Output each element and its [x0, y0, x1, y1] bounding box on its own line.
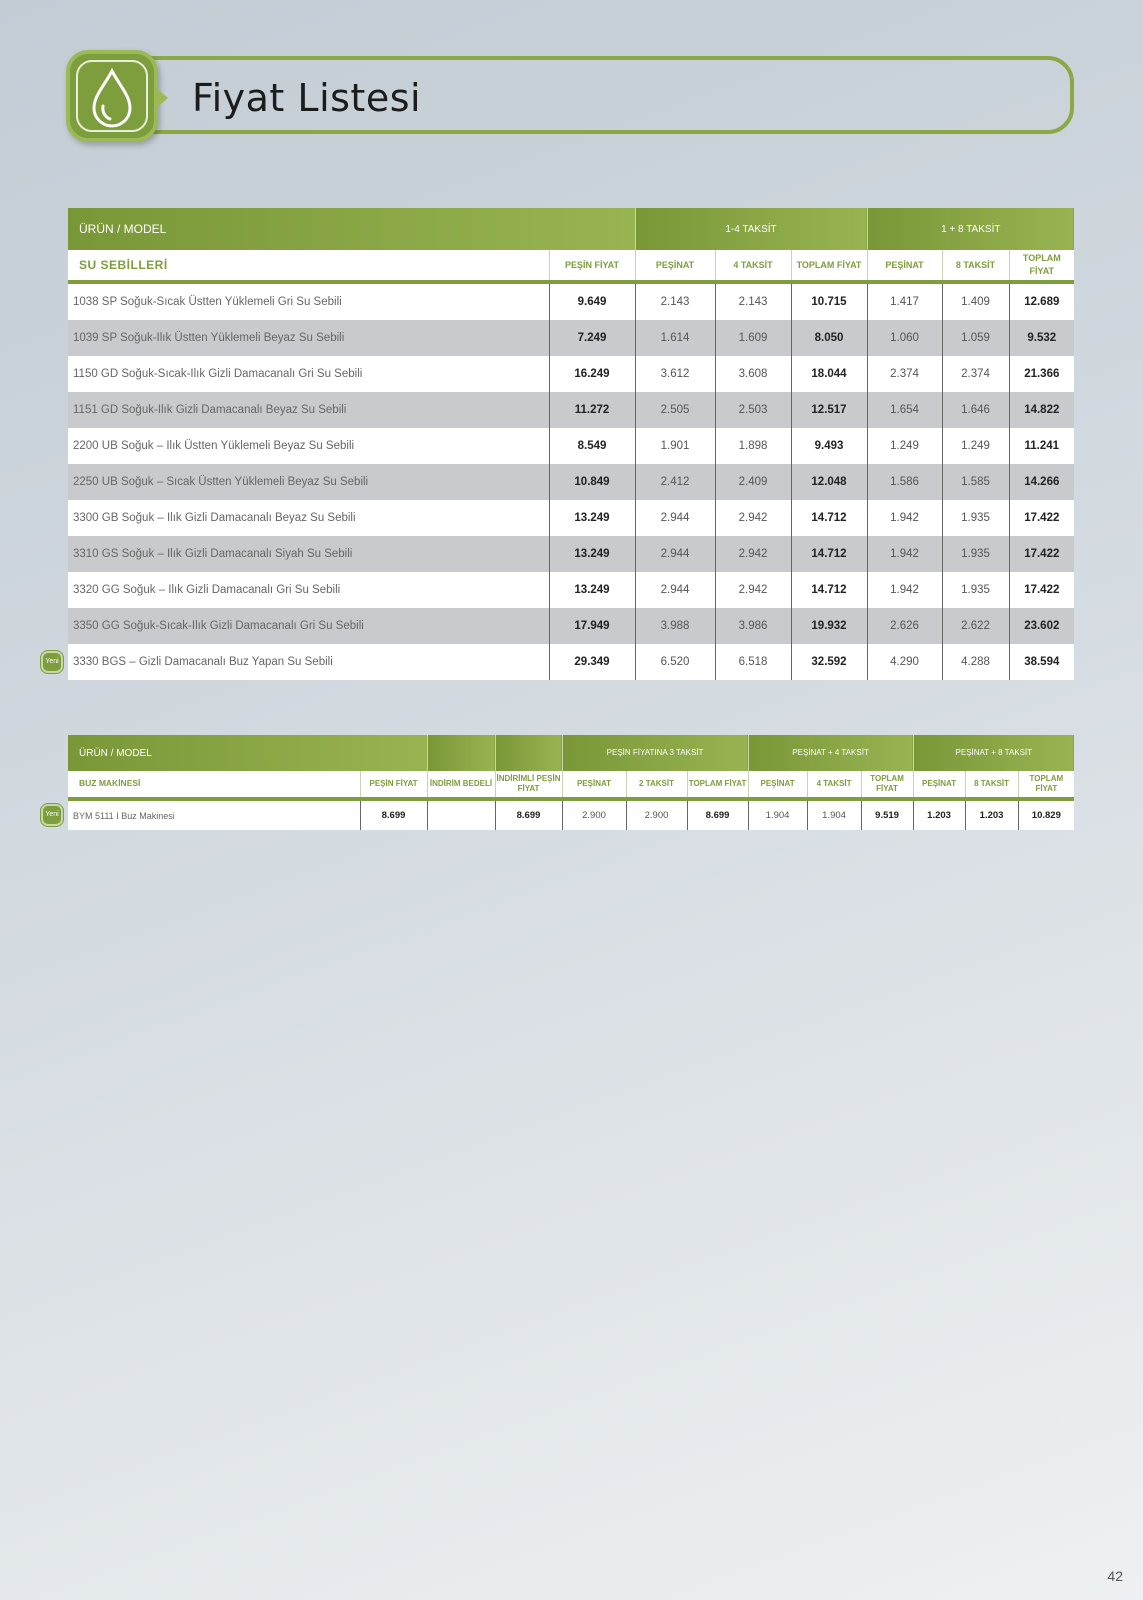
col-pesinat-3: PEŞİNAT: [562, 771, 626, 799]
price-cell: 17.949: [549, 608, 635, 644]
price-cell: 2.944: [635, 536, 715, 572]
header-urun-model: ÜRÜN / MODEL: [68, 208, 635, 250]
price-cell: 2.409: [715, 464, 791, 500]
price-cell: 17.422: [1009, 500, 1074, 536]
price-cell: 3.612: [635, 356, 715, 392]
product-name: 1150 GD Soğuk-Sıcak-Ilık Gizli Damacanalı Gri Su Sebili: [68, 356, 549, 392]
price-cell: 2.942: [715, 572, 791, 608]
title-icon-box: [66, 50, 158, 142]
category-label: BUZ MAKİNESİ: [68, 771, 360, 799]
price-cell: 11.272: [549, 392, 635, 428]
price-cell: 2.374: [867, 356, 942, 392]
col-4-taksit: 4 TAKSİT: [715, 250, 791, 282]
col-pesin-fiyat: PEŞİN FİYAT: [360, 771, 427, 799]
price-cell: 14.712: [791, 536, 867, 572]
price-cell: 10.715: [791, 282, 867, 320]
table-row: [68, 500, 1074, 536]
table-row: [68, 644, 1074, 680]
product-name: 3310 GS Soğuk – Ilık Gizli Damacanalı Siyah Su Sebili: [68, 536, 549, 572]
product-name: 3350 GG Soğuk-Sıcak-Ilık Gizli Damacanalı Gri Su Sebili: [68, 608, 549, 644]
price-cell: 4.288: [942, 644, 1009, 680]
header-empty-2: [495, 735, 562, 771]
col-8-taksit: 8 TAKSİT: [942, 250, 1009, 282]
product-name: 3320 GG Soğuk – Ilık Gizli Damacanalı Gri Su Sebili: [68, 572, 549, 608]
price-cell: 1.942: [867, 536, 942, 572]
col-toplam-fiyat-8: TOPLAM FİYAT: [1018, 771, 1074, 799]
page-title: Fiyat Listesi: [192, 76, 422, 120]
price-cell: 3.986: [715, 608, 791, 644]
price-cell: 10.849: [549, 464, 635, 500]
price-cell: 14.712: [791, 500, 867, 536]
price-cell: 8.050: [791, 320, 867, 356]
product-name: 2200 UB Soğuk – Ilık Üstten Yüklemeli Beyaz Su Sebili: [68, 428, 549, 464]
header-pesinat-4-taksit: PEŞİNAT + 4 TAKSİT: [748, 735, 913, 771]
price-cell: 2.626: [867, 608, 942, 644]
header-urun-model: ÜRÜN / MODEL: [68, 735, 427, 771]
price-cell: 4.290: [867, 644, 942, 680]
table-row: [68, 608, 1074, 644]
price-cell: 2.944: [635, 500, 715, 536]
price-cell: 2.505: [635, 392, 715, 428]
price-cell: 2.412: [635, 464, 715, 500]
price-cell: 1.935: [942, 572, 1009, 608]
price-cell: 1.904: [748, 799, 807, 830]
table-row: [68, 572, 1074, 608]
product-name: 1038 SP Soğuk-Sıcak Üstten Yüklemeli Gri Su Sebili: [68, 282, 549, 320]
price-cell: 16.249: [549, 356, 635, 392]
col-4-taksit: 4 TAKSİT: [807, 771, 861, 799]
price-cell: 2.944: [635, 572, 715, 608]
price-cell: 1.654: [867, 392, 942, 428]
price-cell: 1.609: [715, 320, 791, 356]
col-8-taksit: 8 TAKSİT: [965, 771, 1018, 799]
price-cell: 9.519: [861, 799, 913, 830]
price-cell: 2.143: [715, 282, 791, 320]
price-cell: 8.549: [549, 428, 635, 464]
price-cell: 3.988: [635, 608, 715, 644]
water-drop-icon: [90, 68, 134, 128]
product-name: 3300 GB Soğuk – Ilık Gizli Damacanalı Beyaz Su Sebili: [68, 500, 549, 536]
price-cell: 2.374: [942, 356, 1009, 392]
price-cell: 1.249: [867, 428, 942, 464]
price-cell: 2.900: [626, 799, 687, 830]
header-1-8-taksit: 1 + 8 TAKSİT: [867, 208, 1074, 250]
table-row: [68, 464, 1074, 500]
price-cell: 1.614: [635, 320, 715, 356]
price-cell: 21.366: [1009, 356, 1074, 392]
price-cell: 14.712: [791, 572, 867, 608]
new-badge: Yeni: [41, 804, 63, 826]
su-sebilleri-price-table: [68, 208, 1074, 680]
price-cell: 1.059: [942, 320, 1009, 356]
title-arrow: [156, 88, 168, 108]
col-toplam-fiyat: TOPLAM FİYAT: [791, 250, 867, 282]
price-cell: 12.689: [1009, 282, 1074, 320]
price-cell: 14.266: [1009, 464, 1074, 500]
col-toplam-fiyat-3: TOPLAM FİYAT: [687, 771, 748, 799]
table-row: [68, 428, 1074, 464]
price-cell: 1.904: [807, 799, 861, 830]
price-cell: 8.699: [495, 799, 562, 830]
col-pesin-fiyat: PEŞİN FİYAT: [549, 250, 635, 282]
price-cell: 1.942: [867, 572, 942, 608]
price-cell: 1.898: [715, 428, 791, 464]
group-header-row: [68, 208, 1074, 250]
price-cell: 13.249: [549, 500, 635, 536]
price-cell: 23.602: [1009, 608, 1074, 644]
price-cell: 18.044: [791, 356, 867, 392]
price-cell: 1.646: [942, 392, 1009, 428]
col-toplam-fiyat-4: TOPLAM FİYAT: [861, 771, 913, 799]
price-cell: 2.900: [562, 799, 626, 830]
price-cell: 1.060: [867, 320, 942, 356]
col-indirim-bedeli: İNDİRİM BEDELİ: [427, 771, 495, 799]
price-cell: 1.585: [942, 464, 1009, 500]
price-cell: 17.422: [1009, 572, 1074, 608]
price-cell: 13.249: [549, 536, 635, 572]
price-cell: 1.417: [867, 282, 942, 320]
buz-makinesi-price-table: [68, 735, 1074, 830]
price-cell: 1.942: [867, 500, 942, 536]
price-cell: 2.942: [715, 500, 791, 536]
price-cell: 1.249: [942, 428, 1009, 464]
price-cell: 32.592: [791, 644, 867, 680]
header-pesin-3-taksit: PEŞİN FİYATINA 3 TAKSİT: [562, 735, 748, 771]
price-cell: 13.249: [549, 572, 635, 608]
price-cell: 2.503: [715, 392, 791, 428]
header-empty-1: [427, 735, 495, 771]
price-cell: 1.203: [965, 799, 1018, 830]
sub-header-row: [68, 250, 1074, 282]
table-row: [68, 536, 1074, 572]
price-cell: 12.048: [791, 464, 867, 500]
price-cell: 1.586: [867, 464, 942, 500]
price-cell: 6.520: [635, 644, 715, 680]
category-label: SU SEBİLLERİ: [68, 250, 549, 282]
price-cell: 9.493: [791, 428, 867, 464]
page-number: 42: [1107, 1568, 1123, 1584]
product-name: 1151 GD Soğuk-Ilık Gizli Damacanalı Beyaz Su Sebili: [68, 392, 549, 428]
price-cell: 9.532: [1009, 320, 1074, 356]
header-pesinat-8-taksit: PEŞİNAT + 8 TAKSİT: [913, 735, 1074, 771]
product-name: 3330 BGS – Gizli Damacanalı Buz Yapan Su Sebili: [68, 644, 549, 680]
price-cell: [427, 799, 495, 830]
col-2-taksit: 2 TAKSİT: [626, 771, 687, 799]
price-cell: 29.349: [549, 644, 635, 680]
product-name: 1039 SP Soğuk-Ilık Üstten Yüklemeli Beyaz Su Sebili: [68, 320, 549, 356]
table-row: [68, 320, 1074, 356]
price-cell: 1.935: [942, 536, 1009, 572]
price-cell: 1.935: [942, 500, 1009, 536]
price-cell: 12.517: [791, 392, 867, 428]
new-badge: Yeni: [41, 651, 63, 673]
col-pesinat-8: PEŞİNAT: [867, 250, 942, 282]
product-name: 2250 UB Soğuk – Sıcak Üstten Yüklemeli Beyaz Su Sebili: [68, 464, 549, 500]
col-pesinat-8: PEŞİNAT: [913, 771, 965, 799]
price-cell: 7.249: [549, 320, 635, 356]
col-toplam-fiyat-8: TOPLAM FİYAT: [1009, 250, 1074, 282]
table-row: [68, 799, 1074, 830]
col-pesinat: PEŞİNAT: [635, 250, 715, 282]
price-cell: 19.932: [791, 608, 867, 644]
price-cell: 1.409: [942, 282, 1009, 320]
price-cell: 1.203: [913, 799, 965, 830]
price-cell: 8.699: [360, 799, 427, 830]
price-cell: 2.143: [635, 282, 715, 320]
product-name: BYM 5111 I Buz Makinesi: [68, 799, 360, 830]
price-cell: 3.608: [715, 356, 791, 392]
price-cell: 2.622: [942, 608, 1009, 644]
price-cell: 1.901: [635, 428, 715, 464]
price-cell: 10.829: [1018, 799, 1074, 830]
group-header-row: [68, 735, 1074, 771]
col-indirimli-pesin-fiyat: İNDİRİMLİ PEŞİN FİYAT: [495, 771, 562, 799]
table-row: [68, 356, 1074, 392]
price-cell: 17.422: [1009, 536, 1074, 572]
price-cell: 14.822: [1009, 392, 1074, 428]
sub-header-row: [68, 771, 1074, 799]
price-cell: 38.594: [1009, 644, 1074, 680]
table-row: [68, 392, 1074, 428]
header-1-4-taksit: 1-4 TAKSİT: [635, 208, 867, 250]
price-cell: 6.518: [715, 644, 791, 680]
price-cell: 8.699: [687, 799, 748, 830]
price-cell: 11.241: [1009, 428, 1074, 464]
col-pesinat-4: PEŞİNAT: [748, 771, 807, 799]
price-cell: 2.942: [715, 536, 791, 572]
price-cell: 9.649: [549, 282, 635, 320]
table-row: [68, 282, 1074, 320]
